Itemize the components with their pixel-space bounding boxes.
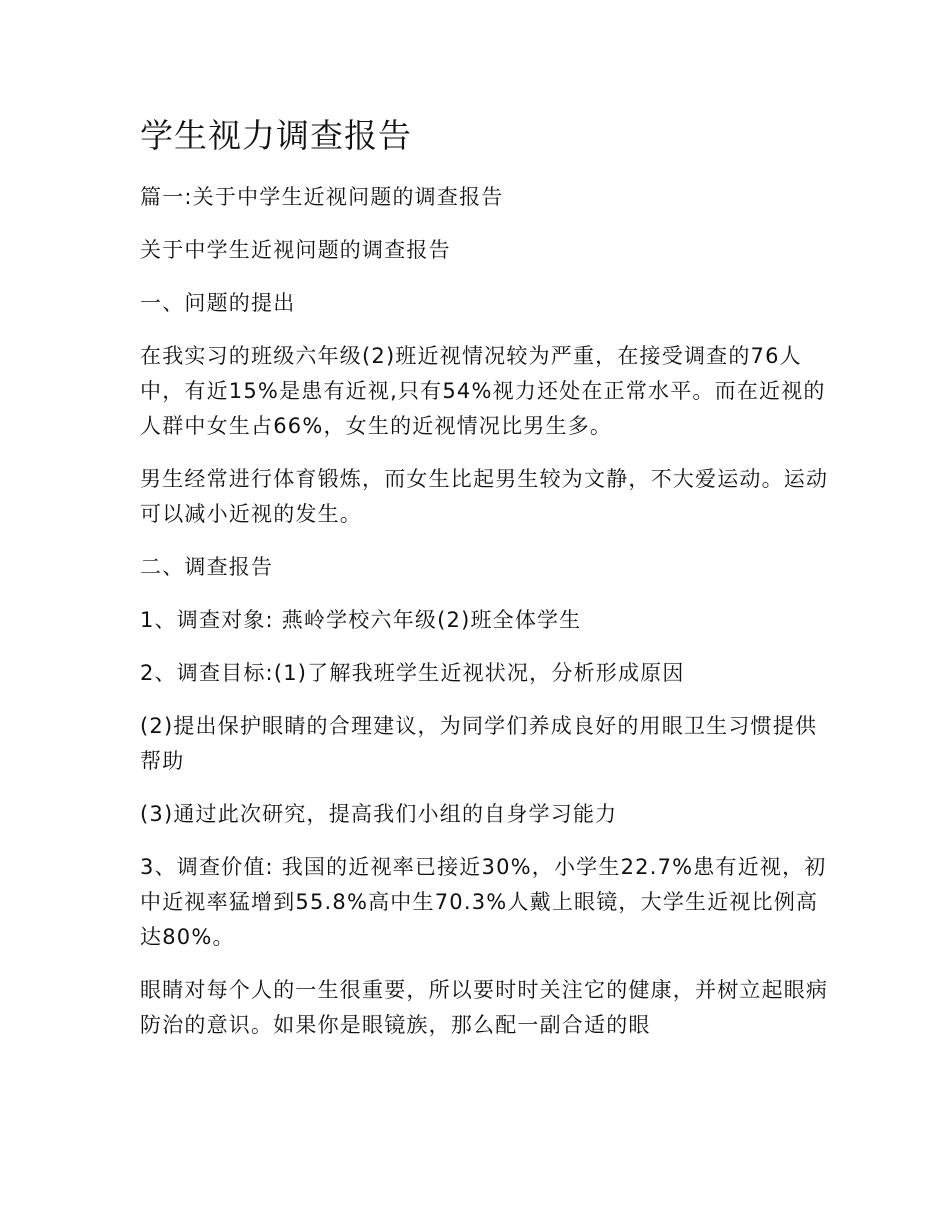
paragraph-eye-health: 眼睛对每个人的一生很重要，所以要时时关注它的健康，并树立起眼病防治的意识。如果你是眼镜族，那么配一副合适的眼 [140,978,829,1037]
section-heading-report: 二、调查报告 [140,555,274,579]
list-item-goal: 2、调查目标:(1)了解我班学生近视状况，分析形成原因 [140,661,685,685]
document-body [140,112,830,1061]
paragraph-exercise: 男生经常进行体育锻炼，而女生比起男生较为文静，不大爱运动。运动可以减小近视的发生。 [140,467,829,526]
list-item-goal-2: (2)提出保护眼睛的合理建议，为同学们养成良好的用眼卫生习惯提供帮助 [140,714,818,773]
paragraph-class-statistics: 在我实习的班级六年级(2)班近视情况较为严重，在接受调查的76人中，有近15%是患有近视,只有54%视力还处在正常水平。而在近视的人群中女生占66%，女生的近视情况比男生多。 [140,344,826,438]
list-item-subject: 1、调查对象: 燕岭学校六年级(2)班全体学生 [140,608,582,632]
section-heading-1: 篇一:关于中学生近视问题的调查报告 [140,185,504,209]
list-item-goal-3: (3)通过此次研究，提高我们小组的自身学习能力 [140,802,618,826]
subtitle: 关于中学生近视问题的调查报告 [140,238,451,262]
section-heading-problem: 一、问题的提出 [140,291,296,315]
document-title: 学生视力调查报告 [140,116,412,155]
list-item-value: 3、调查价值: 我国的近视率已接近30%，小学生22.7%患有近视，初中近视率猛增到55.8%高中生70.3%人戴上眼镜，大学生近视比例高达80%。 [140,855,827,949]
